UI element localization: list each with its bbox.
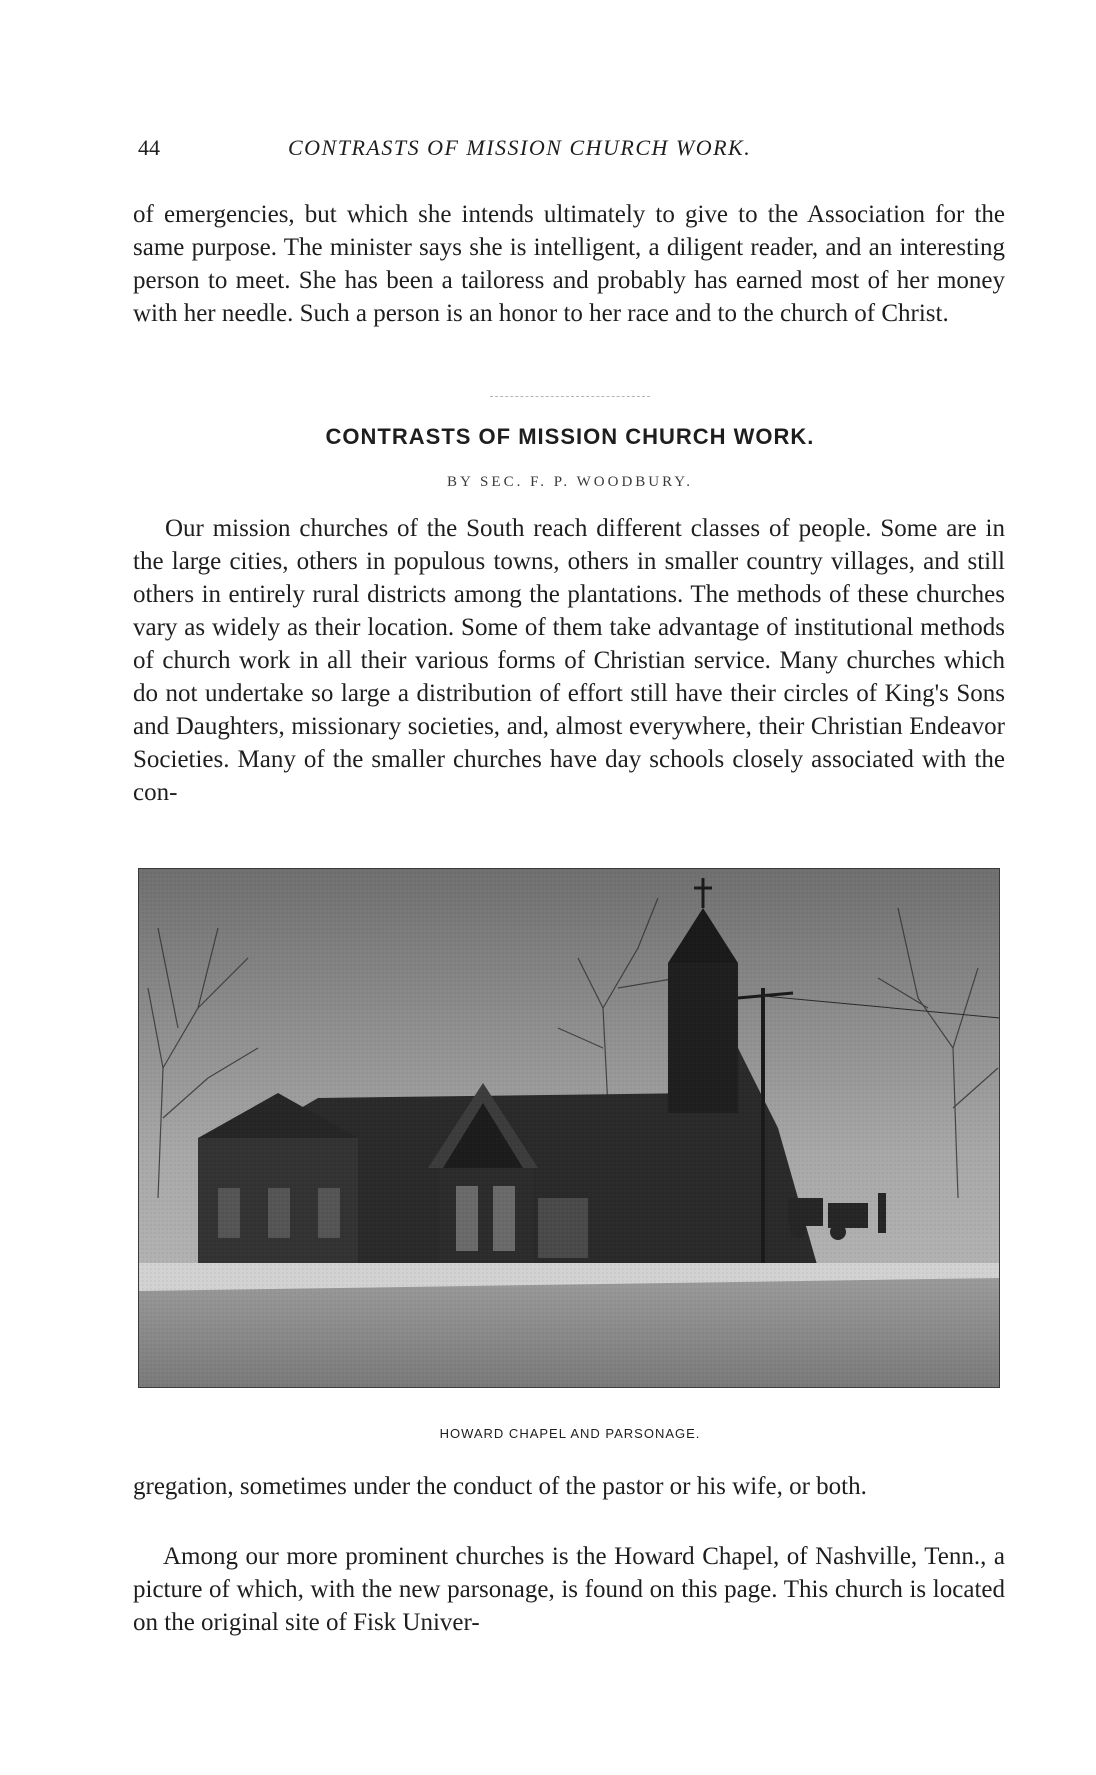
continued-paragraph: of emergencies, but which she intends ultimately to give to the Association for the same purpose. The minister says she is intelligent, a diligent reader, and an interesting person to meet. She has been a tailoress and probably has earned most of her money with her needle. Such a person is an honor to her race and to the church of Christ. bbox=[133, 201, 1005, 327]
howard-chapel-paragraph: Among our more prominent churches is the Howard Chapel, of Nashville, Tenn., a picture of which, with the new parsonage, is found on this page. This church is located on the original site of Fisk Univer- bbox=[133, 1543, 1005, 1636]
article-title: CONTRASTS OF MISSION CHURCH WORK. bbox=[325, 424, 815, 449]
intro-paragraph: Our mission churches of the South reach different classes of people. Some are in the large cities, others in populous towns, others in smaller country villages, and still others in entirely rural districts among the plantations. The methods of these churches vary as widely as their location. Some of them take advantage of institutional methods of church work in all their various forms of Christian service. Many churches which do not undertake so large a distribution of effort still have their circles of King's Sons and Daughters, missionary societies, and, almost everywhere, their Christian Endeavor Societies. Many of the smaller churches have day schools closely associated with the con- bbox=[133, 515, 1005, 806]
article-byline: BY SEC. F. P. WOODBURY. bbox=[447, 474, 693, 490]
after-photo-paragraph: gregation, sometimes under the conduct of the pastor or his wife, or both. bbox=[133, 1473, 867, 1500]
section-divider bbox=[490, 396, 650, 397]
photo-caption: HOWARD CHAPEL AND PARSONAGE. bbox=[439, 1426, 701, 1441]
running-title: CONTRASTS OF MISSION CHURCH WORK. bbox=[288, 135, 752, 160]
page-number: 44 bbox=[138, 135, 160, 160]
church-photograph bbox=[138, 868, 1000, 1388]
running-head bbox=[138, 135, 998, 171]
